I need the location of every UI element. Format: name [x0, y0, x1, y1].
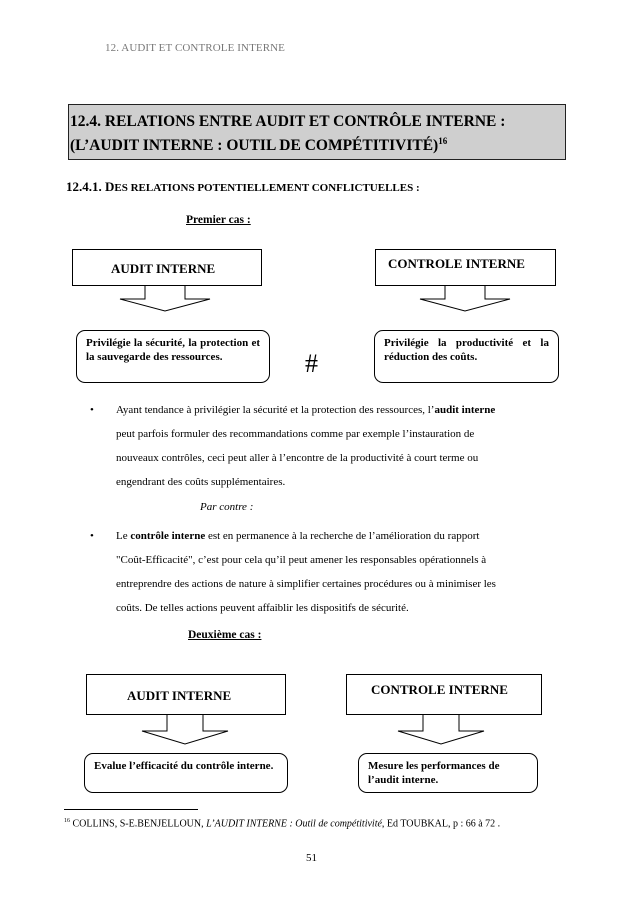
footnote-authors: COLLINS, S-E.BENJELLOUN,	[70, 818, 207, 830]
case2-controle-label: CONTROLE INTERNE	[371, 682, 508, 697]
footnote-separator	[64, 809, 198, 810]
footnote-reference: 16	[438, 136, 448, 146]
subsection-title: ES RELATIONS POTENTIELLEMENT CONFLICTUELLES :	[114, 182, 420, 194]
bullet-1-line2: peut parfois formuler des recommandations comme par exemple l’instauration de	[116, 428, 475, 440]
section-title-line2-text: (L’AUDIT INTERNE : OUTIL DE COMPÉTITIVITÉ)	[70, 137, 439, 155]
section-title-box	[68, 104, 566, 160]
section-title-line2	[70, 136, 447, 155]
case2-controle-box	[346, 674, 542, 715]
bullet-2-line3: entreprendre des actions de nature à simplifier certaines procédures ou à minimiser les	[116, 578, 496, 590]
footnote	[64, 818, 500, 829]
case2-title: Deuxième cas :	[188, 629, 262, 641]
footnote-publisher: , Ed TOUBKAL, p : 66 à 72 .	[381, 818, 501, 830]
case1-audit-box	[72, 249, 262, 286]
case2-right-down-arrow	[398, 715, 484, 745]
bullet-2-line1	[116, 524, 562, 548]
case1-right-down-arrow	[420, 286, 510, 312]
section-title-line1: 12.4. RELATIONS ENTRE AUDIT ET CONTRÔLE INTERNE :	[70, 113, 506, 130]
footnote-number: 16	[64, 818, 70, 824]
case1-audit-label: AUDIT INTERNE	[111, 261, 216, 276]
case1-left-down-arrow	[120, 286, 210, 312]
footnote-work-title: L’AUDIT INTERNE : Outil de compétitivité	[206, 818, 382, 830]
case1-controle-label: CONTROLE INTERNE	[388, 256, 525, 271]
bullet-2-paragraph	[116, 524, 562, 620]
subsection-heading	[66, 179, 420, 195]
transition-text: Par contre :	[200, 501, 254, 513]
subsection-number: 12.4.1. D	[66, 179, 115, 194]
case2-audit-description: Evalue l’efficacité du contrôle interne.	[84, 753, 288, 793]
bullet-1-line4: engendrant des coûts supplémentaires.	[116, 476, 286, 488]
opposition-symbol: #	[305, 349, 318, 378]
bullet-1-line1	[116, 398, 562, 422]
case1-controle-description: Privilégie la productivité et la réduction des coûts.	[374, 330, 559, 383]
page-number: 51	[306, 852, 317, 864]
case1-controle-box	[375, 249, 556, 286]
bullet-1-text: Ayant tendance à privilégier la sécurité et la protection des ressources, l’	[116, 404, 435, 416]
bullet-2-emphasis: contrôle interne	[130, 530, 206, 542]
case2-controle-description: Mesure les performances de l’audit interne.	[358, 753, 538, 793]
bullet-1-paragraph	[116, 398, 562, 494]
case2-audit-box	[86, 674, 286, 715]
bullet-2-line4: coûts. De telles actions peuvent affaiblir les dispositifs de sécurité.	[116, 602, 409, 614]
case1-title: Premier cas :	[186, 214, 251, 226]
bullet-2-line2: "Coût-Efficacité", c’est pour cela qu’il peut amener les responsables opérationnels à	[116, 554, 487, 566]
case2-audit-label: AUDIT INTERNE	[127, 688, 232, 703]
bullet-1: •	[90, 404, 94, 416]
running-header: 12. AUDIT ET CONTROLE INTERNE	[105, 42, 286, 54]
bullet-1-emphasis: audit interne	[434, 404, 496, 416]
case1-audit-description: Privilégie la sécurité, la protection et la sauvegarde des ressources.	[76, 330, 270, 383]
case2-left-down-arrow	[142, 715, 228, 745]
bullet-1-line3: nouveaux contrôles, ceci peut aller à l’encontre de la productivité à court terme ou	[116, 452, 479, 464]
bullet-2: •	[90, 530, 94, 542]
bullet-2-text-post: est en permanence à la recherche de l’amélioration du rapport	[205, 530, 480, 542]
bullet-2-text-pre: Le	[116, 530, 131, 542]
